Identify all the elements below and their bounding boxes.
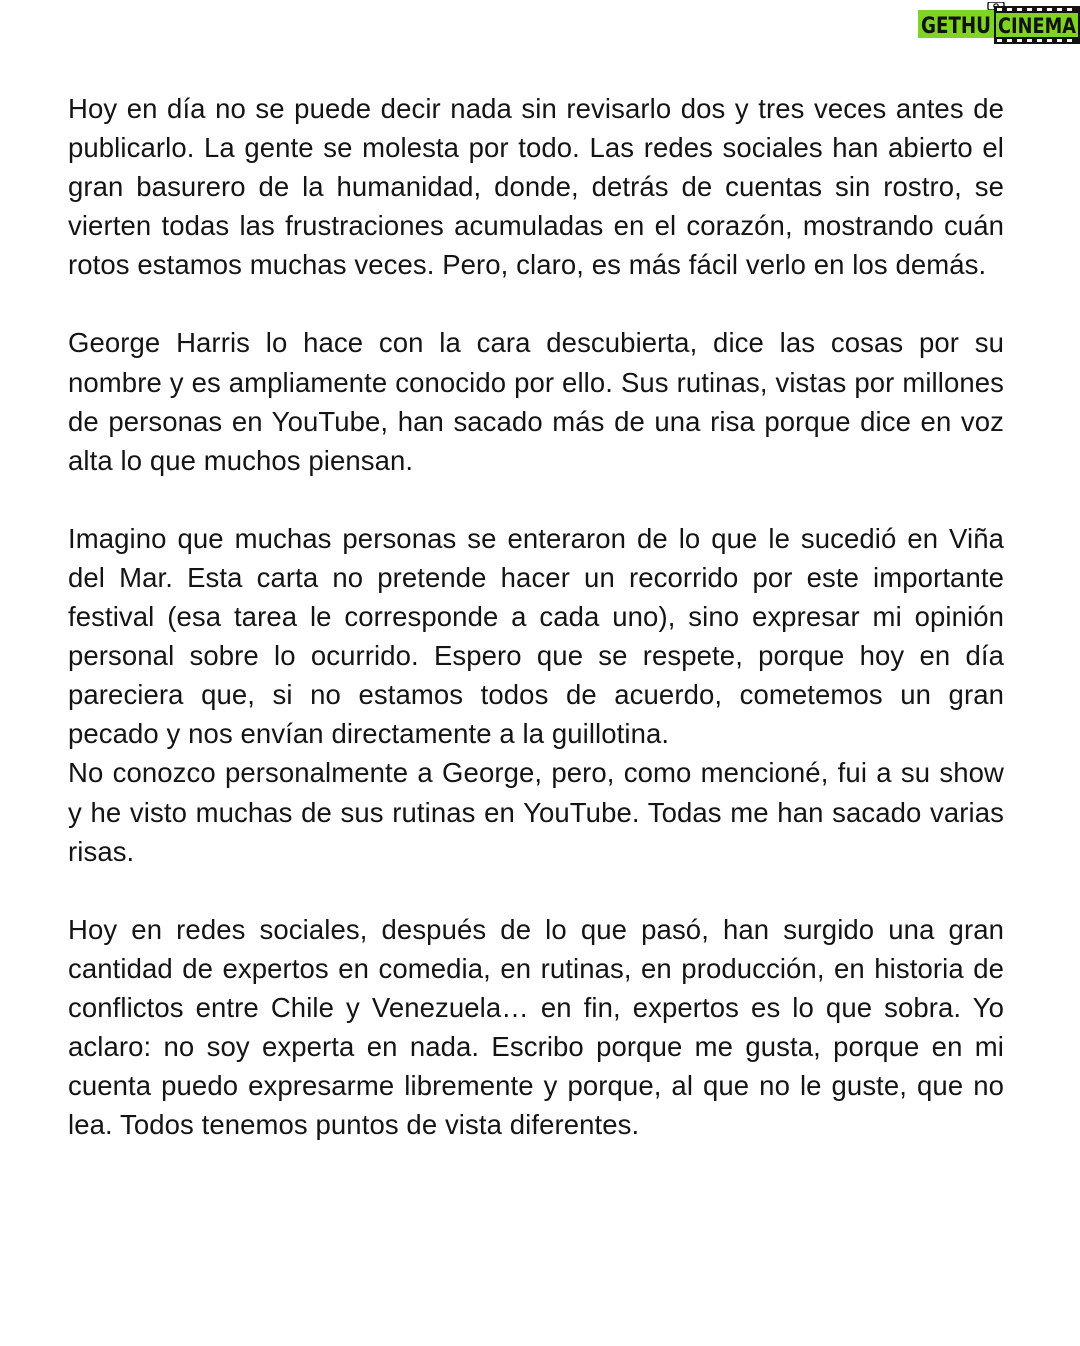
- gethu-cinema-logo: [918, 2, 1080, 46]
- paragraph-5: Hoy en redes sociales, después de lo que pasó, han surgido una gran cantidad de expertos en comedia, en rutinas, en producción, en historia de conflictos entre Chile y Venezuela… en fin, expertos es lo que sobra. Yo aclaro: no soy experta en nada. Escribo porque me gusta, porque en mi cuenta puedo expresarme libremente y porque, al que no le guste, que no lea. Todos tenemos puntos de vista diferentes.: [68, 913, 1004, 1141]
- paragraph-3: Imagino que muchas personas se enteraron de lo que le sucedió en Viña del Mar. Esta carta no pretende hacer un recorrido por este importante festival (esa tarea le corresponde a cada uno), sino expresar mi opinión personal sobre lo ocurrido. Espero que se respete, porque hoy en día pareciera que, si no estamos todos de acuerdo, cometemos un gran pecado y nos envían directamente a la guillotina.: [68, 522, 1004, 750]
- article-body: [68, 89, 1004, 1144]
- paragraph-4: No conozco personalmente a George, pero, como mencioné, fui a su show y he visto muchas de sus rutinas en YouTube. Todas me han sacado varias risas.: [68, 757, 1004, 867]
- paragraph-2: George Harris lo hace con la cara descubierta, dice las cosas por su nombre y es ampliamente conocido por ello. Sus rutinas, vistas por millones de personas en YouTube, han sacado más de una risa porque dice en voz alta lo que muchos piensan.: [68, 327, 1004, 476]
- logo-text-right: CINEMA: [998, 14, 1077, 38]
- logo-text-left: GETHU: [921, 14, 991, 39]
- paragraph-1: Hoy en día no se puede decir nada sin revisarlo dos y tres veces antes de publicarlo. La gente se molesta por todo. Las redes sociales han abierto el gran basurero de la humanidad, donde, detrás de cuentas sin rostro, se vierten todas las frustraciones acumuladas en el corazón, mostrando cuán rotos estamos muchas veces. Pero, claro, es más fácil verlo en los demás.: [68, 93, 1004, 281]
